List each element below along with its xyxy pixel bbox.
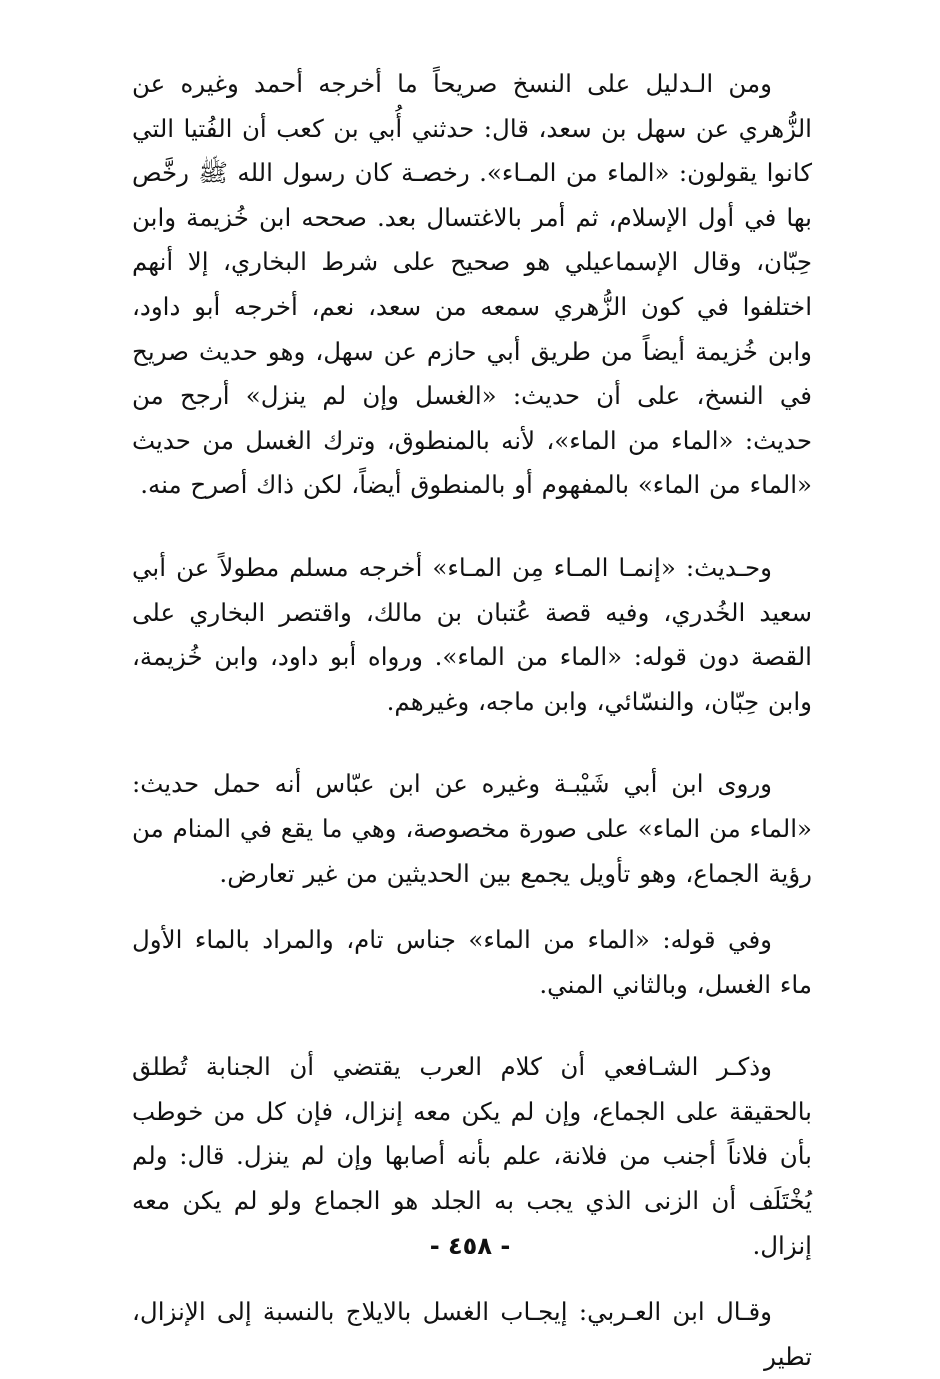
- paragraph-abrogation-evidence: ومن الـدليل على النسخ صريحاً ما أخرجه أحمد وغيره عن الزُّهري عن سهل بن سعد، قال: حدثني أُبي بن كعب أن الفُتيا التي كانوا يقولون: «الماء من المـاء». رخصـة كان رسول الله ﷺ رخَّص بها في أول الإسلام، ثم أمر بالاغتسال بعد. صححه ابن خُزيمة وابن حِبّان، وقال الإسماعيلي هو صحيح على شرط البخاري، إلا أنهم اختلفوا في كون الزُّهري سمعه من سعد، نعم، أخرجه أبو داود، وابن خُزيمة أيضاً من طريق أبي حازم عن سهل، وهو حديث صريح في النسخ، على أن حديث: «الغسل وإن لم ينزل» أرجح من حديث: «الماء من الماء»، لأنه بالمنطوق، وترك الغسل من حديث «الماء من الماء» بالمفهوم أو بالمنطوق أيضاً، لكن ذاك أصرح منه.: [132, 69, 812, 500]
- paragraph-ibn-abbas: وروى ابن أبي شَيْبـة وغيره عن ابن عبّاس أنه حمل حديث: «الماء من الماء» على صورة مخصوصة، وهي ما يقع في المنام من رؤية الجماع، وهو تأويل يجمع بين الحديثين من غير تعارض.: [132, 769, 812, 888]
- page-body: [132, 62, 812, 1379]
- paragraph-jinas: وفي قوله: «الماء من الماء» جناس تام، والمراد بالماء الأول ماء الغسل، وبالثاني المني.: [132, 925, 812, 999]
- page-number: - ٤٥٨ -: [429, 1232, 511, 1260]
- paragraph-shafii: وذكـر الشـافعي أن كلام العرب يقتضي أن الجنابة تُطلق بالحقيقة على الجماع، وإن لم يكن معه إنزال، فإن كل من خوطب بأن فلاناً أجنب من فلانة، علم بأنه أصابها وإن لم ينزل. قال: ولم يُخْتَلَف أن الزنى الذي يجب به الجلد هو الجماع ولو لم يكن معه إنزال.: [132, 1052, 812, 1260]
- paragraph-ibn-arabi: وقـال ابن العـربي: إيجـاب الغسل بالايلاج بالنسبة إلى الإنزال، تطير: [132, 1297, 812, 1371]
- paragraph-hadith-muslim: وحـديث: «إنمـا المـاء مِن المـاء» أخرجه مسلم مطولاً عن أبي سعيد الخُدري، وفيه قصة عُتبان بن مالك، واقتصر البخاري على القصة دون قوله: «الماء من الماء». ورواه أبو داود، وابن خُزيمة، وابن حِبّان، والنسّائي، وابن ماجه، وغيرهم.: [132, 552, 812, 716]
